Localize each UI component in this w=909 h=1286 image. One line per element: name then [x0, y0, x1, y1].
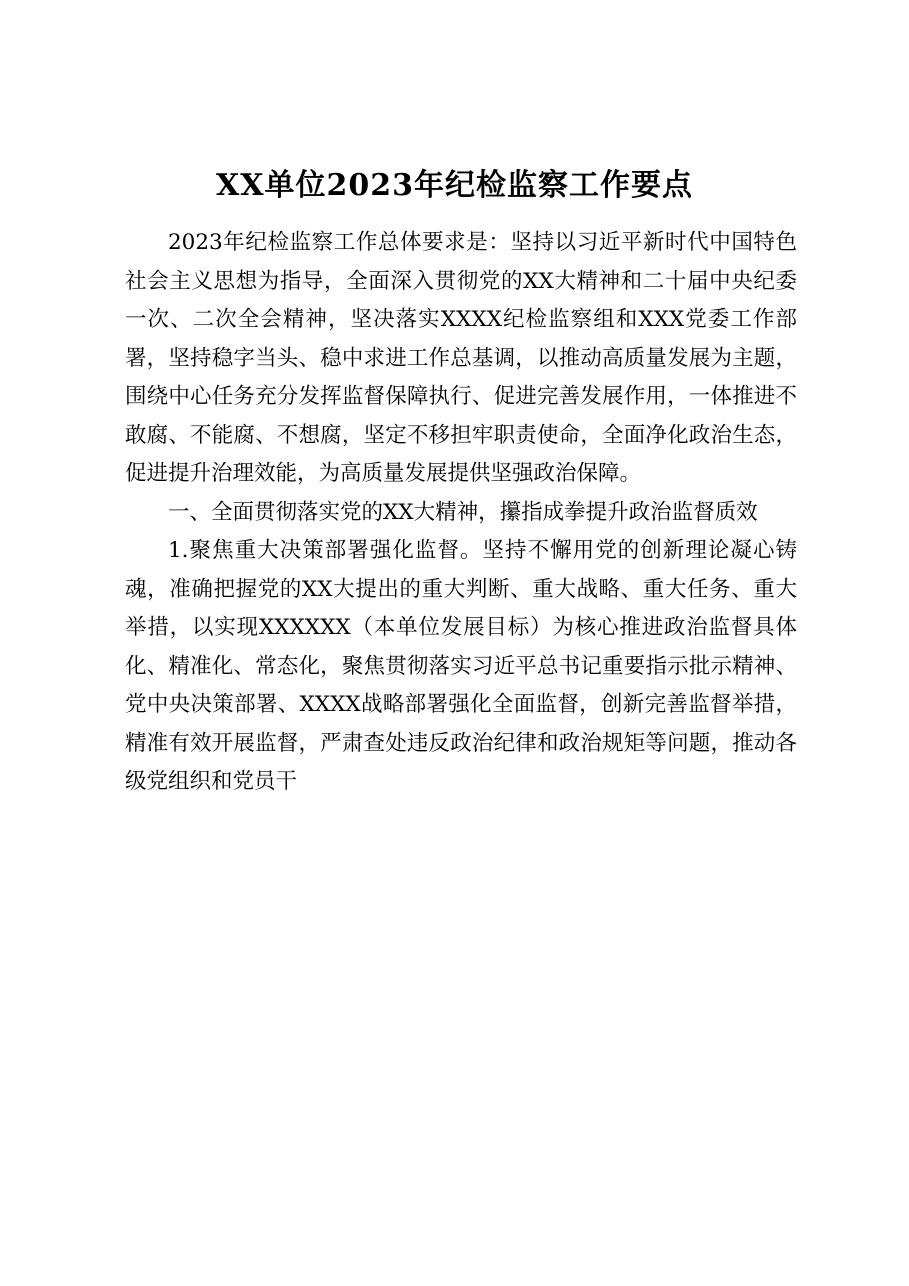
document-body [125, 224, 797, 802]
section-heading-one: 一、全面贯彻落实党的XX大精神，攥指成拳提升政治监督质效 [168, 499, 758, 525]
paragraph-general-requirements: 2023年纪检监察工作总体要求是：坚持以习近平新时代中国特色社会主义思想为指导，全面深入贯彻党的XX大精神和二十届中央纪委一次、二次全会精神，坚决落实XXXX纪检监察组和XXX党委工作部署，坚持稳字当头、稳中求进工作总基调，以推动高质量发展为主题，围绕中心任务充分发挥监督保障执行、促进完善发展作用，一体推进不敢腐、不能腐、不想腐，坚定不移担牢职责使命，全面净化政治生态，促进提升治理效能，为高质量发展提供坚强政治保障。 [125, 230, 797, 486]
paragraph-item-one: 1.聚焦重大决策部署强化监督。坚持不懈用党的创新理论凝心铸魂，准确把握党的XX大提出的重大判断、重大战略、重大任务、重大举措，以实现XXXXXX（本单位发展目标）为核心推进政治监督具体化、精准化、常态化，聚焦贯彻落实习近平总书记重要指示批示精神、党中央决策部署、XXXX战略部署强化全面监督，创新完善监督举措，精准有效开展监督，严肃查处违反政治纪律和政治规矩等问题，推动各级党组织和党员干 [125, 538, 797, 794]
document-title: XX单位2023年纪检监察工作要点 [215, 168, 694, 203]
